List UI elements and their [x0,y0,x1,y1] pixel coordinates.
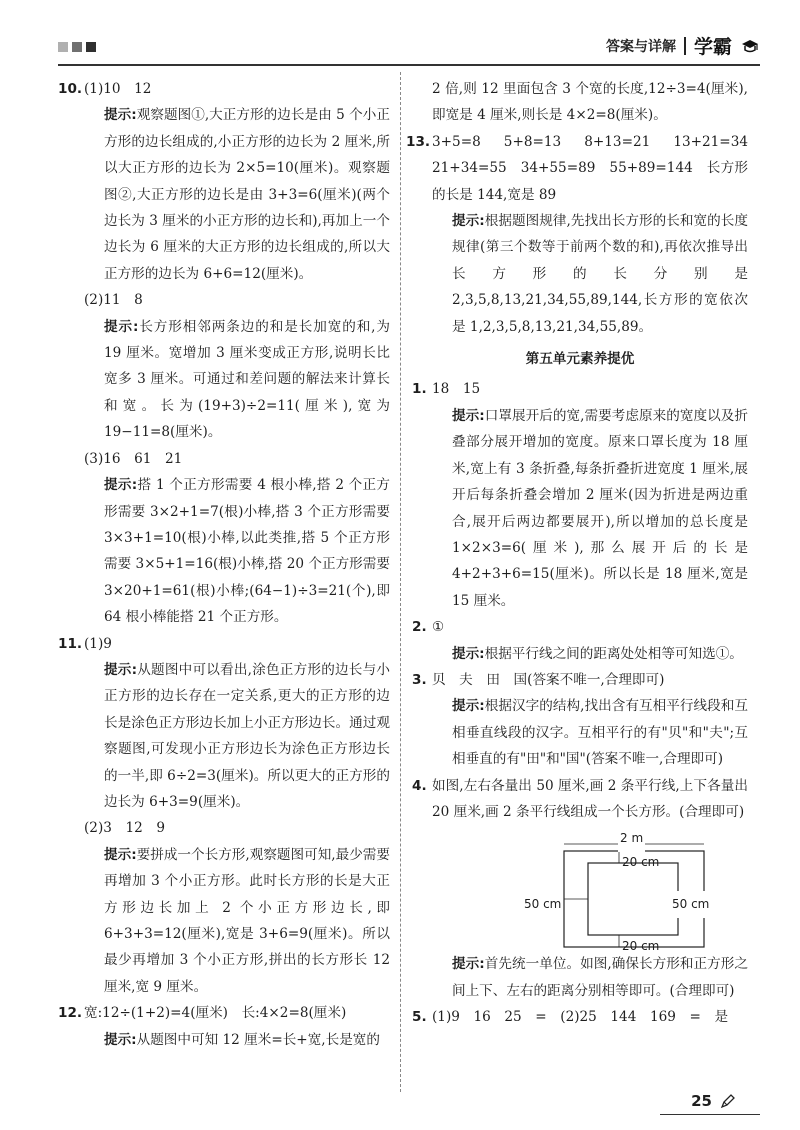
question-number: 12. [58,1005,83,1022]
label-left: 50 cm [524,897,562,912]
hint-text: 要拼成一个长方形,观察题图可知,最少需要再增加 3 个小正方形。此时长方形的长是大正方形边长加上 2 个小正方形边长,即 6+3+3=12(厘米),宽是 3+6=9(厘米)。所以最少再增加 3 个小正方形,拼出的长方形长 12 厘米,宽 9 厘米。 [104,846,390,995]
answer-text: 18 15 [432,381,481,398]
hint-text: 根据汉字的结构,找出含有互相平行线段和互相垂直线段的汉字。互相平行的有"贝"和"夫";互相垂直的有"田"和"国"(答案不唯一,合理即可) [452,698,749,768]
header-square [58,42,68,52]
answer-text: (3)16 61 21 [84,450,183,467]
hint-paragraph [84,102,390,287]
hint-paragraph [432,208,748,340]
answer-text: (2)3 12 9 [84,820,166,837]
hint-label: 提示: [104,107,137,124]
left-column [58,76,391,1053]
answer-text: 3+5=8 5+8=13 8+13=21 13+21=34 21+34=55 34+55=89 55+89=144 长方形的长是 144,宽是 89 [432,133,762,203]
hint-paragraph [84,314,390,446]
pencil-icon [720,1093,736,1109]
hint-label: 提示: [452,956,485,973]
brand-name: 学霸 [693,36,732,58]
footer-rule [660,1114,760,1115]
question-number: 4. [412,777,427,794]
hint-label: 提示: [104,477,138,494]
question-13 [406,129,762,340]
hint-label: 提示: [452,213,485,230]
header-brand [606,32,760,59]
graduation-cap-icon [740,38,760,54]
question-number: 1. [412,381,427,398]
hint-text: 根据平行线之间的距离处处相等可知选①。 [484,645,743,662]
answer-text: 如图,左右各量出 50 厘米,画 2 条平行线,上下各量出 20 厘米,画 2 条平行线组成一个长方形。(合理即可) [432,777,748,820]
hint-label: 提示: [104,1031,137,1048]
hint-text: 长方形相邻两条边的和是长加宽的和,为 19 厘米。宽增加 3 厘米变成正方形,说明长比宽多 3 厘米。可通过和差问题的解法来计算长和宽。长为(19+3)÷2=11(厘米),宽为 19−11=8(厘米)。 [104,318,390,441]
page-number: 25 [691,1092,712,1110]
label-top-inner: 20 cm [622,855,660,870]
hint-paragraph [84,472,390,630]
answer-text: ① [432,619,445,636]
hint-label: 提示: [452,407,485,424]
header-square [86,42,96,52]
hint-paragraph [84,657,390,815]
hint-paragraph [84,1027,390,1053]
hint-continuation: 2 倍,则 12 里面包含 3 个宽的长度,12÷3=4(厘米),即宽是 4 厘米,则长是 4×2=8(厘米)。 [432,81,748,124]
hint-text: 观察题图①,大正方形的边长是由 5 个小正方形的边长组成的,小正方形的边长为 2 厘米,所以大正方形的边长为 2×5=10(厘米)。观察题图②,大正方形的边长是由 3+3=6(厘米)(两个边长为 3 厘米的小正方形的边长和),再加上一个边长为 6 厘米的大正方形的边长组成的,所以大正方形的边长为 6+6=12(厘米)。 [104,107,390,282]
answer-text: (1)10 12 [84,81,152,97]
header-separator [684,37,686,55]
question-number: 10. [58,81,83,97]
hint-label: 提示: [452,645,485,662]
question-number: 5. [412,1009,427,1026]
hint-label: 提示: [104,661,138,678]
question-s5 [412,1004,748,1030]
question-number: 11. [58,635,83,652]
question-number: 2. [412,619,427,636]
answer-text: (1)9 [84,635,112,652]
question-s2 [412,614,748,667]
question-number: 13. [406,133,431,150]
question-s4 [412,773,748,1005]
hint-text: 根据题图规律,先找出长方形的长和宽的长度规律(第三个数等于前两个数的和),再依次推导出长方形的长分别是 2,3,5,8,13,21,34,55,89,144,长方形的宽依次是 1,2,3,5,8,13,21,34,55,89。 [452,213,749,335]
answer-text: 宽:12÷(1+2)=4(厘米) 长:4×2=8(厘米) [84,1005,347,1022]
hint-paragraph [84,842,390,1000]
hint-text: 搭 1 个正方形需要 4 根小棒,搭 2 个正方形需要 3×2+1=7(根)小棒,搭 3 个正方形需要 3×3+1=10(根)小棒,以此类推,搭 5 个正方形需要 3×5+1=16(根)小棒,搭 20 个正方形需要 3×20+1=61(根)小棒;(64−1)÷3=21(个),即 64 根小棒能搭 21 个正方形。 [104,477,391,626]
hint-text: 口罩展开后的宽,需要考虑原来的宽度以及折叠部分展开增加的宽度。原来口罩长度为 18 厘米,宽上有 3 条折叠,每条折叠折进宽度 1 厘米,展开后每条折叠会增加 2 厘米(因为折进是两边重合,展开后两边都要展开),所以增加的总长度是 1×2×3=6(厘米),那么展开后的长是 4+2+3+6=15(厘米)。所以长是 18 厘米,宽是 15 厘米。 [452,407,749,609]
header-subtitle: 答案与详解 [605,38,676,55]
question-10 [58,76,391,631]
hint-paragraph [432,693,748,772]
question-s1 [412,376,748,614]
rectangle-figure [524,829,734,954]
answer-text: (2)11 8 [84,292,143,309]
answer-text: 贝 夫 田 国(答案不唯一,合理即可) [432,671,665,688]
hint-text: 从题图中可以看出,涂色正方形的边长与小正方形的边长存在一定关系,更大的正方形的边长是涂色正方形边长加上小正方形边长。通过观察题图,可发现小正方形边长为涂色正方形边长的一半,即 6÷2=3(厘米)。所以更大的正方形的边长为 6+3=9(厘米)。 [104,661,390,810]
column-divider [400,72,401,1092]
label-right: 50 cm [672,891,709,917]
page-footer [691,1092,736,1110]
header-square [72,42,82,52]
label-bottom: 20 cm [622,939,660,954]
page-header [58,28,760,68]
question-number: 3. [412,671,427,688]
section-title: 第五单元素养提优 [525,351,635,368]
hint-paragraph [432,641,748,667]
hint-paragraph [432,951,748,1004]
hint-label: 提示: [104,846,137,863]
hint-label: 提示: [452,698,485,715]
hint-text: 首先统一单位。如图,确保长方形和正方形之间上下、左右的距离分别相等即可。(合理即可) [452,956,749,999]
right-column [406,76,762,1031]
hint-label: 提示: [104,318,139,335]
hint-text: 从题图中可知 12 厘米=长+宽,长是宽的 [136,1031,380,1048]
label-top: 2 m [618,825,645,851]
question-11 [58,631,390,1001]
header-squares [58,42,96,52]
question-12 [58,1000,390,1053]
hint-paragraph [432,403,748,614]
question-s3 [412,667,748,773]
header-rule [58,64,760,66]
answer-text: (1)9 16 25 = (2)25 144 169 = 是 [432,1009,729,1026]
